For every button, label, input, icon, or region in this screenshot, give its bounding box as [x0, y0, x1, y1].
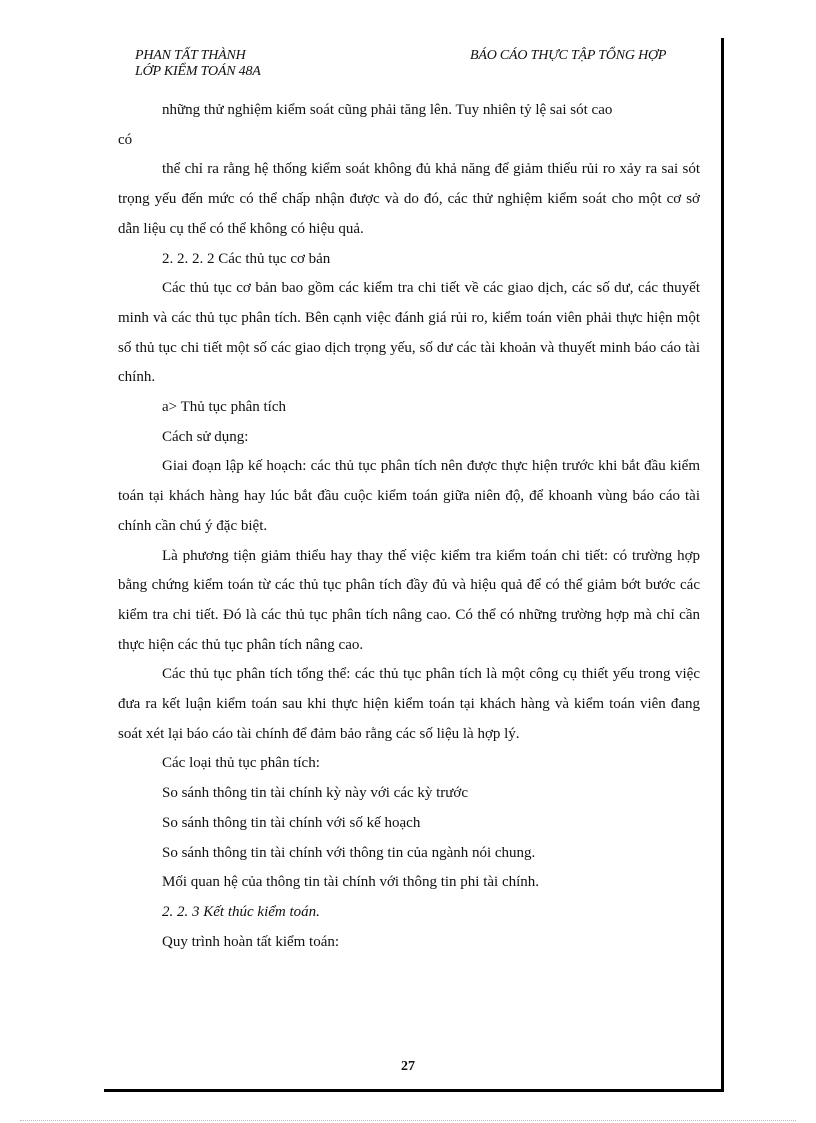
list-item: So sánh thông tin tài chính với số kế hoạch: [162, 814, 421, 831]
paragraph: Giai đoạn lập kế hoạch: các thủ tục phân tích nên được thực hiện trước khi bắt đầu kiểm toán tại khách hàng hay lúc bắt đầu cuộc kiểm toán giữa niên độ, để khoanh vùng báo cáo tài chính cần chú ý đặc biệt.: [118, 458, 700, 534]
section-heading: 2. 2. 2. 2 Các thủ tục cơ bản: [162, 250, 331, 267]
list-item: Mối quan hệ của thông tin tài chính với thông tin phi tài chính.: [162, 874, 540, 891]
header-report-title: BÁO CÁO THỰC TẬP TỔNG HỢP: [470, 48, 667, 63]
paragraph-line: những thử nghiệm kiểm soát cũng phải tăng lên. Tuy nhiên tỷ lệ sai sót cao: [162, 102, 613, 118]
paragraph: Các thủ tục cơ bản bao gồm các kiểm tra chi tiết về các giao dịch, các số dư, các thuyết minh và các thủ tục phân tích. Bên cạnh việc đánh giá rủi ro, kiểm toán viên phải thực hiện một số thủ tục chi tiết một số các giao dịch trọng yếu, số dư các tài khoản và thuyết minh báo cáo tài chính.: [118, 280, 700, 386]
paragraph-line: Quy trình hoàn tất kiểm toán:: [162, 933, 340, 950]
page-number: 27: [401, 1059, 415, 1074]
list-heading: Các loại thủ tục phân tích:: [162, 755, 320, 772]
paragraph: thể chỉ ra rằng hệ thống kiểm soát không đủ khả năng để giảm thiểu rủi ro xảy ra sai sót trọng yếu đến mức có thể chấp nhận được và do đó, các thử nghiệm kiểm soát cho một cơ sở dẫn liệu cụ thể có thể không có hiệu quả.: [118, 161, 700, 237]
header-class: LỚP KIỂM TOÁN 48A: [135, 64, 261, 79]
subsection-heading: Cách sử dụng:: [162, 428, 249, 445]
list-item: So sánh thông tin tài chính với thông tin của ngành nói chung.: [162, 844, 536, 861]
subsection-heading: a> Thủ tục phân tích: [162, 399, 286, 416]
list-item: So sánh thông tin tài chính kỳ này với các kỳ trước: [162, 785, 469, 802]
page-separator: [20, 1120, 796, 1121]
section-heading: 2. 2. 3 Kết thúc kiểm toán.: [162, 903, 320, 920]
paragraph: Là phương tiện giảm thiểu hay thay thế việc kiểm tra kiểm toán chi tiết: có trường hợp bằng chứng kiểm toán từ các thủ tục phân tích đầy đủ và hiệu quả để có thể giảm bớt bước các kiểm tra chi tiết. Đó là các thủ tục phân tích nâng cao. Có thể có những trường hợp mà chỉ cần thực hiện các thủ tục phân tích nâng cao.: [118, 547, 700, 653]
paragraph-line: có: [118, 131, 133, 148]
document-body: [118, 96, 700, 957]
header-author: PHAN TẤT THÀNH: [135, 48, 246, 63]
paragraph: Các thủ tục phân tích tổng thể: các thủ tục phân tích là một công cụ thiết yếu trong việc đưa ra kết luận kiểm toán sau khi thực hiện kiểm toán tại khách hàng và kiểm toán viên đang soát xét lại báo cáo tài chính để đảm bảo rằng các số liệu là hợp lý.: [118, 666, 700, 742]
